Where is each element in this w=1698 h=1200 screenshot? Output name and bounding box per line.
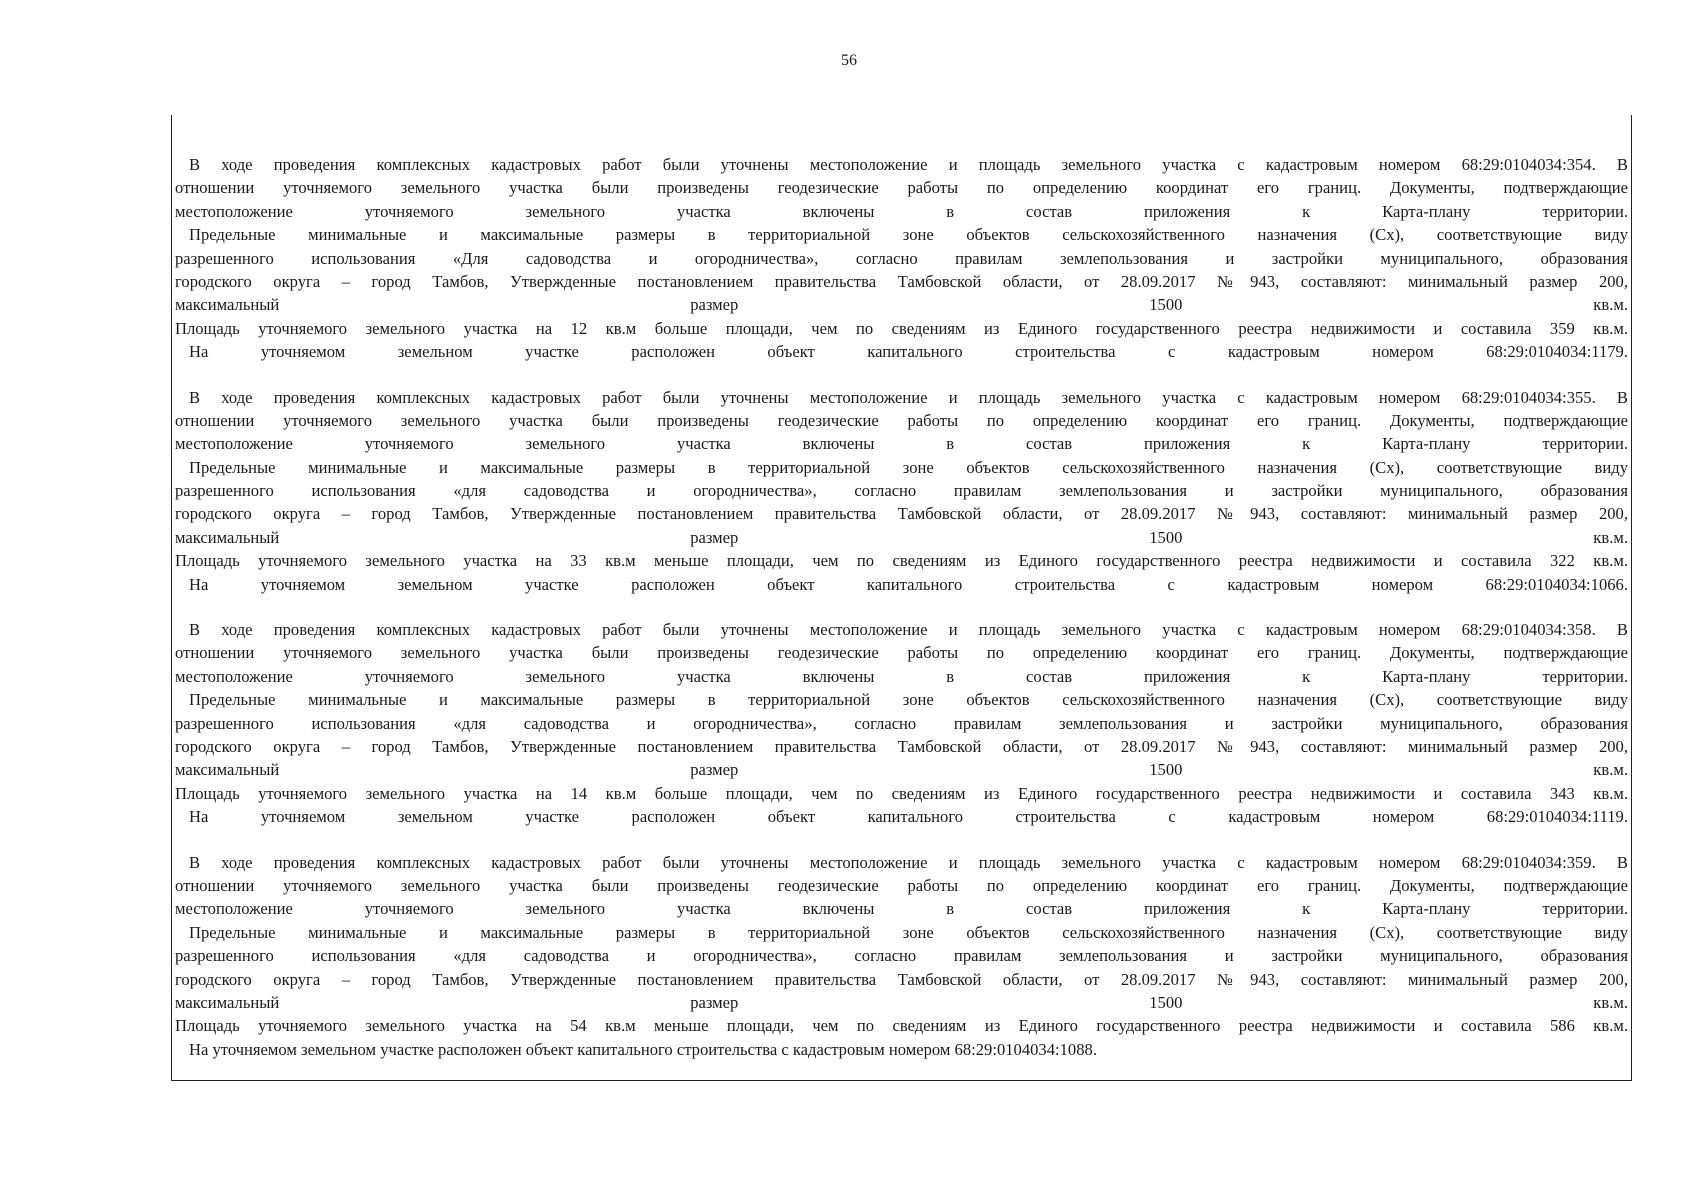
- text-line: На уточняемом земельном участке расположен объект капитального строительства с кадастровым номером 68:29:0104034:1088.: [189, 1039, 1097, 1059]
- text-line: отношении уточняемого земельного участка были произведены геодезические работы по определению координат его границ. Документы, подтверждающие: [175, 410, 1628, 430]
- text-line: Предельные минимальные и максимальные размеры в территориальной зоне объектов сельскохозяйственного назначения (Сх), соответствующие виду: [189, 922, 1628, 942]
- text-line: Площадь уточняемого земельного участка на 54 кв.м меньше площади, чем по сведениям из Единого государственного реестра недвижимости и составила 586 кв.м.: [175, 1016, 1628, 1036]
- text-line: максимальный размер 1500 кв.м.: [175, 527, 1628, 547]
- document-frame: [171, 115, 1632, 1081]
- text-line: отношении уточняемого земельного участка были произведены геодезические работы по определению координат его границ. Документы, подтверждающие: [175, 643, 1628, 663]
- text-line: На уточняемом земельном участке расположен объект капитального строительства с кадастровым номером 68:29:0104034:1066.: [189, 574, 1628, 594]
- text-line: максимальный размер 1500 кв.м.: [175, 295, 1628, 315]
- text-line: местоположение уточняемого земельного участка включены в состав приложения к Карта-плану территории.: [175, 899, 1628, 919]
- text-line: разрешенного использования «для садоводства и огородничества», согласно правилам землепользования и застройки муниципального, образования: [175, 946, 1628, 966]
- text-line: городского округа – город Тамбов, Утвержденные постановлением правительства Тамбовской области, от 28.09.2017 №943, составляют: минимальный размер 200,: [175, 736, 1628, 756]
- text-line: отношении уточняемого земельного участка были произведены геодезические работы по определению координат его границ. Документы, подтверждающие: [175, 178, 1628, 198]
- text-line: На уточняемом земельном участке расположен объект капитального строительства с кадастровым номером 68:29:0104034:1179.: [189, 342, 1628, 362]
- parcel-block: [175, 851, 1628, 1062]
- text-line: местоположение уточняемого земельного участка включены в состав приложения к Карта-плану территории.: [175, 666, 1628, 686]
- document-content: [175, 153, 1628, 1083]
- parcel-block: [175, 153, 1628, 364]
- text-line: В ходе проведения комплексных кадастровых работ были уточнены местоположение и площадь земельного участка с кадастровым номером 68:29:0104034:354. В: [189, 155, 1628, 174]
- text-line: В ходе проведения комплексных кадастровых работ были уточнены местоположение и площадь земельного участка с кадастровым номером 68:29:0104034:359. В: [189, 852, 1628, 872]
- text-line: разрешенного использования «для садоводства и огородничества», согласно правилам землепользования и застройки муниципального, образования: [175, 713, 1628, 733]
- text-line: местоположение уточняемого земельного участка включены в состав приложения к Карта-плану территории.: [175, 201, 1628, 221]
- text-line: Площадь уточняемого земельного участка на 33 кв.м меньше площади, чем по сведениям из Единого государственного реестра недвижимости и составила 322 кв.м.: [175, 551, 1628, 571]
- text-line: Предельные минимальные и максимальные размеры в территориальной зоне объектов сельскохозяйственного назначения (Сх), соответствующие виду: [189, 457, 1628, 477]
- text-line: В ходе проведения комплексных кадастровых работ были уточнены местоположение и площадь земельного участка с кадастровым номером 68:29:0104034:355. В: [189, 387, 1628, 407]
- text-line: городского округа – город Тамбов, Утвержденные постановлением правительства Тамбовской области, от 28.09.2017 №943, составляют: минимальный размер 200,: [175, 969, 1628, 989]
- text-line: Площадь уточняемого земельного участка на 14 кв.м больше площади, чем по сведениям из Единого государственного реестра недвижимости и составила 343 кв.м.: [175, 783, 1628, 803]
- text-line: Предельные минимальные и максимальные размеры в территориальной зоне объектов сельскохозяйственного назначения (Сх), соответствующие виду: [189, 690, 1628, 710]
- text-line: максимальный размер 1500 кв.м.: [175, 992, 1628, 1012]
- text-line: На уточняемом земельном участке расположен объект капитального строительства с кадастровым номером 68:29:0104034:1119.: [189, 807, 1628, 827]
- text-line: максимальный размер 1500 кв.м.: [175, 760, 1628, 780]
- text-line: разрешенного использования «Для садоводства и огородничества», согласно правилам землепользования и застройки муниципального, образования: [175, 248, 1628, 268]
- text-line: городского округа – город Тамбов, Утвержденные постановлением правительства Тамбовской области, от 28.09.2017 №943, составляют: минимальный размер 200,: [175, 271, 1628, 291]
- text-line: Предельные минимальные и максимальные размеры в территориальной зоне объектов сельскохозяйственного назначения (Сх), соответствующие виду: [189, 225, 1628, 245]
- text-line: разрешенного использования «для садоводства и огородничества», согласно правилам землепользования и застройки муниципального, образования: [175, 481, 1628, 501]
- text-line: отношении уточняемого земельного участка были произведены геодезические работы по определению координат его границ. Документы, подтверждающие: [175, 875, 1628, 895]
- text-line: В ходе проведения комплексных кадастровых работ были уточнены местоположение и площадь земельного участка с кадастровым номером 68:29:0104034:358. В: [189, 620, 1628, 640]
- text-line: Площадь уточняемого земельного участка на 12 кв.м больше площади, чем по сведениям из Единого государственного реестра недвижимости и составила 359 кв.м.: [175, 318, 1628, 338]
- parcel-block: [175, 618, 1628, 829]
- text-line: городского округа – город Тамбов, Утвержденные постановлением правительства Тамбовской области, от 28.09.2017 №943, составляют: минимальный размер 200,: [175, 504, 1628, 524]
- parcel-block: [175, 386, 1628, 597]
- text-line: местоположение уточняемого земельного участка включены в состав приложения к Карта-плану территории.: [175, 434, 1628, 454]
- page-number: 56: [841, 52, 857, 69]
